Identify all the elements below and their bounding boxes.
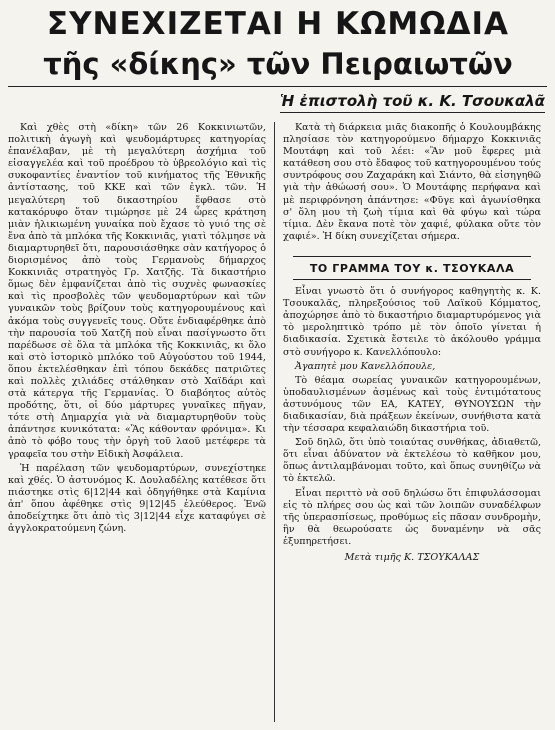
- right-column: [283, 122, 541, 722]
- letter-paragraph-1: Τὸ θέαμα σωρείας γυναικῶν κατηγορουμένων, ὑποδαυλισμένων ἀσμένως καὶ τοὺς ἐντιμότατους ἀστυνόμους τῶν ΕΑ, ΚΑΤΕΥ, ΘΥΝΟΥΣΩΝ τὴν διαδικασίαν, διὰ πράξεων ἐκείνων, συνήθιστα κατὰ τὴν τέσσαρα κεφαλαιώδη δικαστήρια τοῦ.: [283, 374, 541, 435]
- headline: ΣΥΝΕΧΙΖΕΤΑΙ Η ΚΩΜΩΔΙΑ: [46, 6, 510, 42]
- letter-paragraph-2: Σοῦ δηλῶ, ὅτι ὑπὸ τοιαύτας συνθήκας, ἀδιαθετῶ, ὅτι εἶναι ἀδύνατον νὰ ἐκτελέσω τὸ καθῆκον μου, ὅπως ἀντιλαμβάνομαι τοῦτο, καὶ ὅπως συνηθίζω νὰ τὸ ἐκτελῶ.: [283, 437, 541, 485]
- byline: Ἡ ἐπιστολὴ τοῦ κ. Κ. Τσουκαλᾶ: [280, 92, 545, 113]
- column-divider: [274, 122, 275, 722]
- right-paragraph-1: Κατὰ τὴ διάρκεια μιᾶς διακοπῆς ὁ Κουλουμβάκης πλησίασε τὸν κατηγορούμενο δήμαρχο Κοκκινιᾶς Μουτάφη καὶ τοῦ λέει: «Ἂν μοῦ ἔφερες μιὰ κατάθεση σου στὸ ἔδαφος τοῦ κατηγορουμένου τούς συντρόφους σου Ζαχαράκη καὶ Σιάντο, θὰ εἰσηγηθῶ γιὰ τὴν ἀθώωσή σου». Ὁ Μουτάφης περήφανα καὶ μὲ περιφρόνηση ἀπάντησε: «Φῦγε καὶ ἀγωνίσθηκα σ' ὅλη μου τὴ ζωὴ τίμια καὶ θὰ φύγω καὶ τώρα τίμια. Δὲν ἔκανα ποτὲ τὸν χαφιέ, φύλακα οὔτε τὸν χαφιέ». Ἡ δίκη συνεχίζεται σήμερα.: [283, 122, 541, 242]
- letter-paragraph-3: Εἶναι περιττὸ νὰ σοῦ δηλώσω ὅτι ἐπιφυλάσσομαι εἰς τὸ πλήρες σου ὡς καὶ τῶν λοιπῶν συναδέλφων τῆς ὑπερασπίσεως, προθύμως εἰς πᾶσαν συνδρομὴν, ἣν θὰ θεωρούσατε ὡς δυναμένην νὰ σᾶς ἐξυπηρετήσει.: [283, 487, 541, 547]
- subheadline: τῆς «δίκης» τῶν Πειραιωτῶν: [43, 47, 513, 81]
- left-column: [8, 122, 266, 722]
- left-paragraph-2: Ἡ παρέλαση τῶν ψευδομαρτύρων, συνεχίστηκε καὶ χθές. Ὁ ἀστυνόμος Κ. Δουλαδέλης κατέθεσε ὅτι πιάστηκε στὶς 6|12|44 καὶ ὁδηγήθηκε στὰ Καμίνια ἀπ' ὅπου ἀφέθηκε στὶς 9|12|45 ἐλεύθερος. Ἐνῶ ἀποδείχτηκε ὅτι ἀπὸ τὶς 3|12|44 εἶχε καταφύγει σὲ ἀγγλοκρατούμενη ζώνη.: [8, 462, 266, 535]
- letter-rule-top: [293, 256, 531, 257]
- letter-intro: Εἶναι γνωστὸ ὅτι ὁ συνήγορος καθηγητὴς κ. Κ. Τσουκαλᾶς, πληρεξούσιος τοῦ Λαϊκοῦ Κόμματος, ἀποχώρησε ἀπὸ τὸ δικαστήριο διαμαρτυρόμενος γιὰ τὸ μεροληπτικὸ τρόπο μὲ τὸν ὁποῖο γίνεται ἡ διαδικασία. Σχετικὰ ἔστειλε τὸ ἀκόλουθο γράμμα στὸ συνήγορο κ. Κανελλόπουλο:: [283, 286, 541, 358]
- letter-rule-bottom: [293, 279, 531, 280]
- letter-signature: Μετὰ τιμῆς Κ. ΤΣΟΥΚΑΛΑΣ: [344, 552, 480, 563]
- letter-salutation: Ἀγαπητὲ μου Κανελλόπουλε,: [295, 360, 436, 372]
- letter-title: ΤΟ ΓΡΑΜΜΑ ΤΟΥ κ. ΤΣΟΥΚΑΛΑ: [309, 261, 515, 275]
- left-paragraph-1: Καὶ χθὲς στὴ «δίκη» τῶν 26 Κοκκινιωτῶν, πολιτικὴ ἀγωγὴ καὶ ψευδομάρτυρες κατηγορίας ἐπανέλαβαν, μὲ τὴ μεγαλύτερη ἀσχήμια τοῦ εἰσαγγελέα καὶ τοῦ προέδρου τὸ ὑβρεολόγιο καὶ τὶς συκοφαντίες ἐναντίον τοῦ κινήματος τῆς Ἐθνικῆς ἀντίστασης, τοῦ ΚΚΕ καὶ τῶν ἐγκλ. τῶν. Ἡ μεγαλύτερη τοῦ δικαστηρίου ἔφθασε στὸ κατακόρυφο ὅταν τιμώρησε μὲ 24 ὧρες κράτηση μιὰν ἡλικιωμένη γυναίκα ποὺ ἔχασε τὸ γυιό της σὲ ἔνα ἀπὸ τὰ μπλόκα τῆς Κοκκινιᾶς, γιατὶ τόλμησε νὰ διαμαρτυρηθεῖ ὅτι, παρουσιάσθηκε σὰν κατήγορος ὁ διορισμένος ἀπὸ τοὺς Γερμανοὺς δήμαρχος Κοκκινιᾶς στρατηγὸς Γρ. Χατζῆς. Τὰ δικαστήριο ὅμως δὲν ἐμφανίζεται ἀπὸ τὶς συχνὲς φωνασκίες καὶ τὶς προσβολὲς τῶν ψευδομαρτύρων καὶ τῶν γυναικῶν τοὺς βρίζουν τοὺς κατηγορουμένους καὶ ἀκόμα τοὺς συγγενεῖς τους. Οὔτε ἐνδιαφέρθηκε ἀπὸ τὴν παρουσία τοῦ Χατζῆ ποὺ εἶναι πασίγνωστο ὅτι παρέδωσε σὲ ὅλα τὰ μπλόκα τῆς Κοκκινιᾶς, κι ὅλο καὶ στὸ ἱστορικὸ μπλόκο τοῦ Αὐγούστου τοῦ 1944, ὅπου ἐκτελέσθηκαν ἐπὶ τόπου δεκάδες πατριῶτες καὶ πολλὲς χιλιάδες στάλθηκαν στὸ Χαϊδάρι καὶ στὰ κάτεργα τῆς Γερμανίας. Ὁ διαβόητος αὐτὸς προδότης, ὅτι, οἱ δύο μάρτυρες γυναῖκες πῆγαν, τότε στὴ Δημαρχία γιὰ νὰ διαμαρτυρηθοῦν τοὺς ἀπάντησε κυνικότατα: «Ἂς κάθονταν φρόνιμα». Κι ἀπὸ τὸ φόβο τους τὴν ὀργὴ τοῦ λαοῦ μετέφερε τὰ γραφεῖα του στὴν Εἰδικὴ Ἀσφάλεια.: [8, 122, 266, 460]
- header-rule: [8, 86, 547, 87]
